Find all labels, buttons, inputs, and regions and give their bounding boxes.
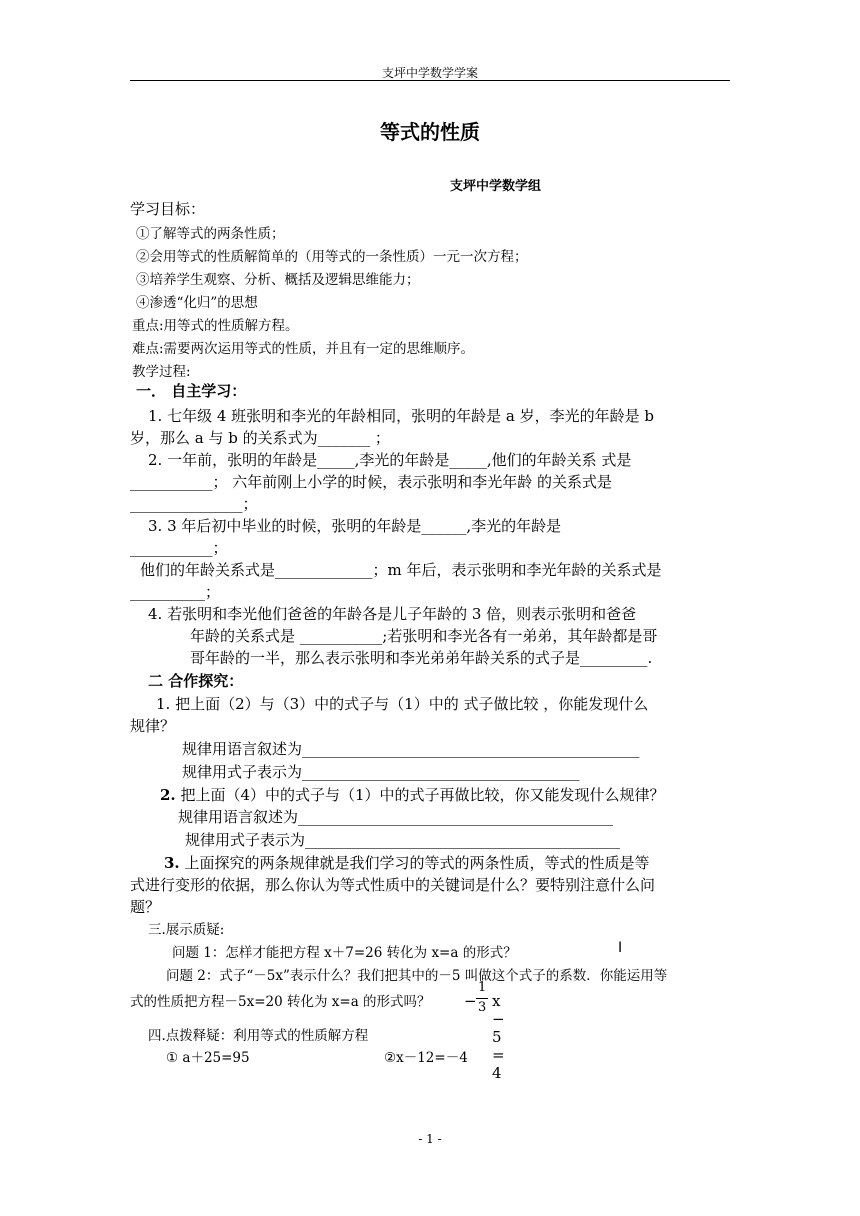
inquiry-text: 上面探究的两条规律就是我们学习的等式的两条性质，等式的性质是等 (179, 854, 650, 872)
difficulty: 难点:需要两次运用等式的性质，并且有一定的思维顺序。 (132, 341, 475, 357)
exercise-line: 岁，那么 a 与 b 的关系式为_______ ； (130, 429, 390, 447)
equation-rest: x − 5 = 4 (492, 992, 505, 1082)
author-line: 支坪中学数学组 (450, 179, 542, 194)
document-title: 等式的性质 (380, 120, 480, 144)
objective-item: ④渗透“化归”的思想 (136, 295, 258, 311)
inquiry-line: 1. 把上面（2）与（3）中的式子与（1）中的 式子做比较 ，你能发现什么 (156, 695, 649, 713)
exercise-line: 2. 一年前，张明的年龄是_____,李光的年龄是_____,他们的年龄关系 式是 (148, 451, 632, 469)
inquiry-line: 规律？ (130, 717, 176, 735)
objective-item: ③培养学生观察、分析、概括及逻辑思维能力； (136, 272, 420, 288)
inquiry-number: 2. (160, 786, 176, 804)
page-header: 支坪中学数学学案 (381, 66, 478, 80)
section-heading-cooperative: 二 合作探究： (148, 672, 244, 690)
rule-words-blank: 规律用语言叙述为_____________________________________________ (182, 740, 640, 758)
exercise-line: 他们的年龄关系式是_____________；m 年后，表示张明和李光年龄的关系式是 (140, 561, 662, 579)
practice-equation-2: ②x－12=－4 (384, 1050, 468, 1066)
inquiry-line (160, 784, 665, 805)
exercise-line: 哥年龄的一半，那么表示张明和李光弟弟年龄关系的式子是_________. (190, 649, 653, 667)
fraction-bar (476, 998, 488, 999)
rule-formula-blank: 规律用式子表示为__________________________________________ (185, 831, 621, 849)
inquiry-line: 式进行变形的依据，那么你认为等式性质中的关键词是什么？要特别注意什么问 (130, 876, 656, 894)
text-cursor-icon: I (618, 940, 623, 956)
rule-formula-blank: 规律用式子表示为_____________________________________ (182, 763, 580, 781)
page-number: - 1 - (418, 1132, 442, 1146)
inquiry-line: 题？ (130, 898, 161, 916)
question-2: 问题 2：式子“－5x”表示什么？我们把其中的－5 叫做这个式子的系数．你能运用等 (166, 968, 668, 984)
exercise-line: 1. 七年级 4 班张明和李光的年龄相同，张明的年龄是 a 岁，李光的年龄是 b (148, 407, 655, 425)
section-heading-guidance: 四.点拨释疑：利用等式的性质解方程 (148, 1028, 369, 1044)
exercise-line: __________； (130, 583, 221, 601)
inquiry-line (164, 852, 649, 873)
rule-words-blank: 规律用语言叙述为__________________________________________ (178, 808, 614, 826)
section-heading-display: 三.展示质疑: (148, 922, 225, 938)
equation-minus: − (464, 992, 477, 1010)
question-2-continued: 式的性质把方程－5x=20 转化为 x=a 的形式吗？ (130, 994, 431, 1010)
fraction-denominator: 3 (478, 1000, 487, 1015)
exercise-line: 年龄的关系式是 ___________;若张明和李光各有一弟弟，其年龄都是哥 (190, 627, 658, 645)
inquiry-number: 3. (164, 854, 180, 872)
exercise-line: ___________； 六年前刚上小学的时候，表示张明和李光年龄 的关系式是 (130, 473, 613, 491)
exercise-line: 3. 3 年后初中毕业的时候，张明的年龄是______,李光的年龄是 (148, 517, 562, 535)
exercise-line: _______________； (130, 495, 258, 513)
section-heading-self-study: 一． 自主学习： (136, 382, 247, 400)
teaching-process-label: 教学过程: (132, 364, 191, 380)
exercise-line: ___________； (130, 539, 228, 557)
question-1: 问题 1：怎样才能把方程 x＋7=26 转化为 x=a 的形式？ (172, 945, 517, 961)
fraction-numerator: 1 (478, 980, 487, 995)
exercise-line: 4. 若张明和李光他们爸爸的年龄各是儿子年龄的 3 倍，则表示张明和爸爸 (148, 605, 637, 623)
objective-item: ①了解等式的两条性质； (136, 226, 285, 242)
header-rule (130, 80, 730, 81)
objectives-heading: 学习目标： (130, 200, 206, 218)
practice-equation-1: ① a＋25=95 (166, 1050, 250, 1066)
inquiry-text: 把上面（4）中的式子与（1）中的式子再做比较，你又能发现什么规律？ (175, 786, 665, 804)
objective-item: ②会用等式的性质解简单的（用等式的一条性质）一元一次方程； (136, 249, 528, 265)
key-point: 重点:用等式的性质解方程。 (132, 318, 299, 334)
